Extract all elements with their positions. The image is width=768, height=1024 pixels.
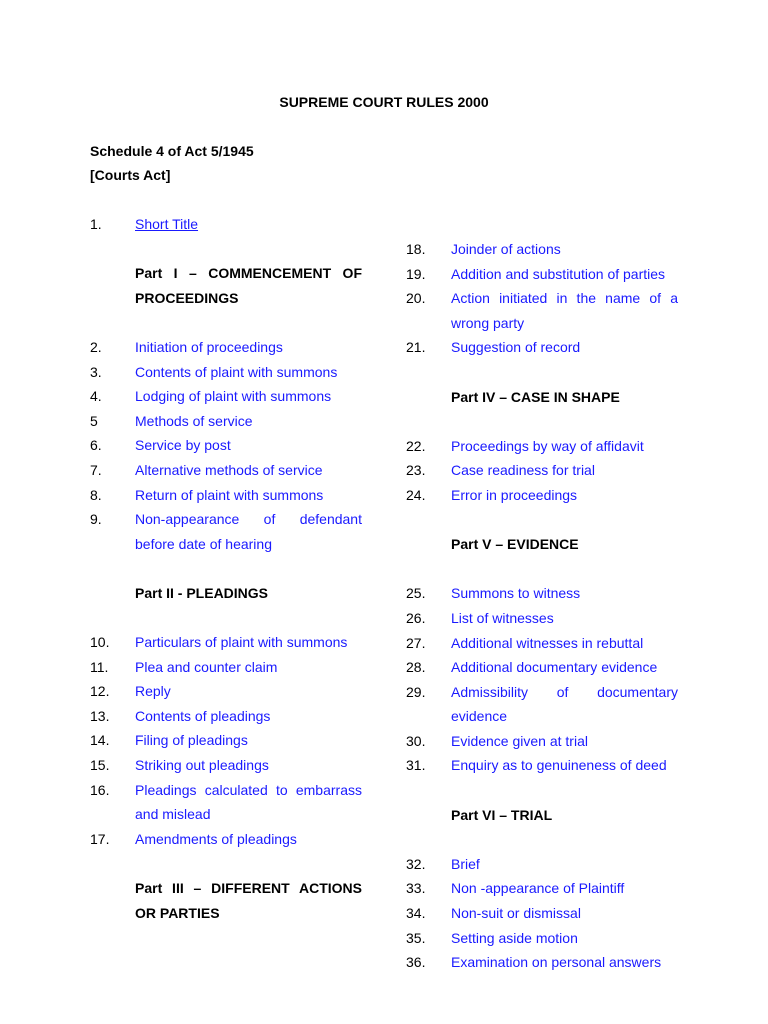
document-title: SUPREME COURT RULES 2000 bbox=[279, 94, 489, 110]
toc-entry-case-readiness-for-trial bbox=[406, 458, 678, 483]
toc-entry-examination-on-personal-answers bbox=[406, 950, 678, 975]
toc-entry-return-of-plaint-with-summons bbox=[90, 483, 362, 508]
toc-link[interactable]: Non-appearance of defendant before date of hearing bbox=[135, 511, 362, 552]
entry-number: 14. bbox=[90, 732, 110, 749]
toc-entry-brief bbox=[406, 852, 678, 877]
toc-link[interactable]: Initiation of proceedings bbox=[135, 338, 283, 355]
toc-entry-amendments-of-pleadings bbox=[90, 827, 362, 852]
entry-number: 32. bbox=[406, 855, 426, 872]
toc-entry-particulars-of-plaint-with-summons bbox=[90, 630, 362, 655]
spacer bbox=[406, 827, 678, 852]
toc-link[interactable]: Amendments of pleadings bbox=[135, 830, 297, 847]
spacer bbox=[406, 360, 678, 385]
spacer bbox=[90, 606, 362, 631]
section-heading-part-iv-case-in-shape bbox=[406, 385, 678, 410]
toc-entry-list-of-witnesses bbox=[406, 606, 678, 631]
toc-link[interactable]: Striking out pleadings bbox=[135, 757, 269, 774]
entry-number: 12. bbox=[90, 683, 110, 700]
contents-left-column bbox=[90, 212, 362, 925]
toc-link[interactable]: Enquiry as to genuineness of deed bbox=[451, 757, 667, 774]
toc-link[interactable]: List of witnesses bbox=[451, 609, 554, 626]
entry-number: 6. bbox=[90, 437, 102, 454]
entry-number: 15. bbox=[90, 757, 110, 774]
toc-entry-filing-of-pleadings bbox=[90, 728, 362, 753]
entry-number: 7. bbox=[90, 461, 102, 478]
spacer bbox=[406, 557, 678, 582]
toc-link[interactable]: Service by post bbox=[135, 437, 231, 454]
section-heading-text: Part II - PLEADINGS bbox=[135, 584, 269, 601]
toc-entry-initiation-of-proceedings bbox=[90, 335, 362, 360]
toc-link[interactable]: Return of plaint with summons bbox=[135, 486, 324, 503]
spacer bbox=[90, 851, 362, 876]
contents-right-column bbox=[406, 237, 678, 975]
toc-entry-admissibility-of-documentary-evidence bbox=[406, 680, 678, 729]
spacer bbox=[406, 409, 678, 434]
toc-link[interactable]: Filing of pleadings bbox=[135, 732, 248, 749]
toc-link[interactable]: Proceedings by way of affidavit bbox=[451, 437, 644, 454]
entry-number: 10. bbox=[90, 634, 110, 651]
spacer bbox=[90, 237, 362, 262]
section-heading-part-v-evidence bbox=[406, 532, 678, 557]
toc-link[interactable]: Examination on personal answers bbox=[451, 954, 662, 971]
entry-number: 34. bbox=[406, 905, 426, 922]
entry-number: 31. bbox=[406, 757, 426, 774]
entry-number: 30. bbox=[406, 732, 426, 749]
spacer bbox=[406, 508, 678, 533]
toc-entry-suggestion-of-record bbox=[406, 335, 678, 360]
toc-entry-alternative-methods-of-service bbox=[90, 458, 362, 483]
toc-link[interactable]: Case readiness for trial bbox=[451, 462, 595, 479]
toc-link[interactable]: Contents of pleadings bbox=[135, 707, 271, 724]
toc-link[interactable]: Summons to witness bbox=[451, 585, 581, 602]
spacer bbox=[90, 556, 362, 581]
act-line: [Courts Act] bbox=[90, 167, 171, 183]
toc-link[interactable]: Non-suit or dismissal bbox=[451, 905, 581, 922]
toc-link[interactable]: Evidence given at trial bbox=[451, 732, 588, 749]
toc-entry-service-by-post bbox=[90, 433, 362, 458]
toc-entry-addition-and-substitution-of-parties bbox=[406, 262, 678, 287]
entry-number: 17. bbox=[90, 830, 110, 847]
toc-entry-additional-witnesses-in-rebuttal bbox=[406, 631, 678, 656]
entry-number: 19. bbox=[406, 265, 426, 282]
toc-entry-non-appearance-of-defendant-before-date-of-hearing bbox=[90, 507, 362, 556]
toc-link[interactable]: Setting aside motion bbox=[451, 929, 578, 946]
toc-link[interactable]: Pleadings calculated to embarrass and mislead bbox=[135, 781, 362, 823]
toc-link[interactable]: Addition and substitution of parties bbox=[451, 265, 666, 282]
entry-number: 33. bbox=[406, 880, 426, 897]
toc-entry-short-title bbox=[90, 212, 362, 237]
entry-number: 9. bbox=[90, 511, 102, 528]
toc-entry-contents-of-pleadings bbox=[90, 704, 362, 729]
toc-link[interactable]: Admissibility of documentary evidence bbox=[451, 683, 678, 725]
entry-number: 11. bbox=[90, 658, 109, 675]
toc-entry-striking-out-pleadings bbox=[90, 753, 362, 778]
entry-number: 36. bbox=[406, 954, 426, 971]
spacer bbox=[90, 310, 362, 335]
entry-number: 23. bbox=[406, 462, 426, 479]
section-heading-part-vi-trial bbox=[406, 803, 678, 828]
toc-entry-contents-of-plaint-with-summons bbox=[90, 360, 362, 385]
entry-number: 5 bbox=[90, 412, 98, 429]
toc-entry-summons-to-witness bbox=[406, 581, 678, 606]
heading-indent bbox=[406, 385, 451, 410]
toc-link[interactable]: Additional witnesses in rebuttal bbox=[451, 634, 644, 651]
section-heading-part-ii-pleadings bbox=[90, 581, 362, 606]
toc-entry-pleadings-calculated-to-embarrass-and-mislead bbox=[90, 778, 362, 827]
entry-number: 18. bbox=[406, 241, 426, 257]
spacer bbox=[406, 778, 678, 803]
entry-number: 16. bbox=[90, 781, 110, 798]
toc-entry-evidence-given-at-trial bbox=[406, 729, 678, 754]
entry-number: 28. bbox=[406, 659, 426, 676]
toc-link[interactable]: Particulars of plaint with summons bbox=[135, 634, 348, 651]
toc-link[interactable]: Short Title bbox=[135, 216, 199, 232]
section-heading-text: Part III – DIFFERENT ACTIONS OR PARTIES bbox=[135, 880, 362, 921]
toc-link[interactable]: Reply bbox=[135, 683, 171, 700]
toc-link[interactable]: Non -appearance of Plaintiff bbox=[451, 880, 625, 897]
entry-number: 35. bbox=[406, 929, 426, 946]
heading-indent bbox=[406, 803, 451, 828]
entry-number: 24. bbox=[406, 486, 426, 503]
entry-number: 25. bbox=[406, 585, 426, 602]
toc-entry-non-suit-or-dismissal bbox=[406, 901, 678, 926]
toc-link[interactable]: Plea and counter claim bbox=[135, 658, 278, 675]
toc-entry-additional-documentary-evidence bbox=[406, 655, 678, 680]
toc-entry-setting-aside-motion bbox=[406, 926, 678, 951]
toc-entry-enquiry-as-to-genuineness-of-deed bbox=[406, 753, 678, 778]
toc-link[interactable]: Alternative methods of service bbox=[135, 461, 323, 478]
toc-link[interactable]: Methods of service bbox=[135, 412, 253, 429]
toc-link[interactable]: Additional documentary evidence bbox=[451, 659, 658, 676]
heading-indent bbox=[90, 581, 135, 606]
toc-link[interactable]: Joinder of actions bbox=[451, 241, 561, 257]
heading-indent bbox=[90, 876, 135, 925]
toc-entry-joinder-of-actions bbox=[406, 237, 678, 262]
toc-entry-methods-of-service bbox=[90, 409, 362, 434]
entry-number: 8. bbox=[90, 486, 102, 503]
entry-number: 1. bbox=[90, 216, 102, 232]
entry-number: 20. bbox=[406, 290, 426, 307]
entry-number: 21. bbox=[406, 339, 426, 356]
toc-link[interactable]: Action initiated in the name of a wrong party bbox=[451, 290, 678, 331]
entry-number: 3. bbox=[90, 363, 102, 380]
entry-number: 29. bbox=[406, 683, 426, 700]
toc-link[interactable]: Suggestion of record bbox=[451, 339, 581, 356]
entry-number: 4. bbox=[90, 388, 102, 405]
toc-link[interactable]: Lodging of plaint with summons bbox=[135, 388, 332, 405]
section-heading-text: Part I – COMMENCEMENT OF PROCEEDINGS bbox=[135, 265, 362, 306]
toc-entry-lodging-of-plaint-with-summons bbox=[90, 384, 362, 409]
entry-number: 27. bbox=[406, 634, 426, 651]
toc-entry-error-in-proceedings bbox=[406, 483, 678, 508]
toc-entry-action-initiated-in-the-name-of-a-wrong-party bbox=[406, 286, 678, 335]
heading-indent bbox=[406, 532, 451, 557]
entry-number: 22. bbox=[406, 437, 426, 454]
toc-entry-reply bbox=[90, 679, 362, 704]
schedule-line: Schedule 4 of Act 5/1945 bbox=[90, 143, 254, 159]
section-heading-part-i-commencement-of-proceedings bbox=[90, 261, 362, 310]
section-heading-text: Part IV – CASE IN SHAPE bbox=[451, 388, 620, 405]
entry-number: 2. bbox=[90, 338, 102, 355]
entry-number: 26. bbox=[406, 609, 426, 626]
toc-entry-proceedings-by-way-of-affidavit bbox=[406, 434, 678, 459]
section-heading-text: Part V – EVIDENCE bbox=[451, 536, 579, 553]
toc-link[interactable]: Contents of plaint with summons bbox=[135, 363, 338, 380]
heading-indent bbox=[90, 261, 135, 310]
toc-entry-non-appearance-of-plaintiff bbox=[406, 876, 678, 901]
entry-number: 13. bbox=[90, 707, 110, 724]
section-heading-part-iii-different-actions-or-parties bbox=[90, 876, 362, 925]
toc-link[interactable]: Brief bbox=[451, 855, 480, 872]
toc-link[interactable]: Error in proceedings bbox=[451, 486, 578, 503]
section-heading-text: Part VI – TRIAL bbox=[451, 806, 553, 823]
toc-entry-plea-and-counter-claim bbox=[90, 655, 362, 680]
